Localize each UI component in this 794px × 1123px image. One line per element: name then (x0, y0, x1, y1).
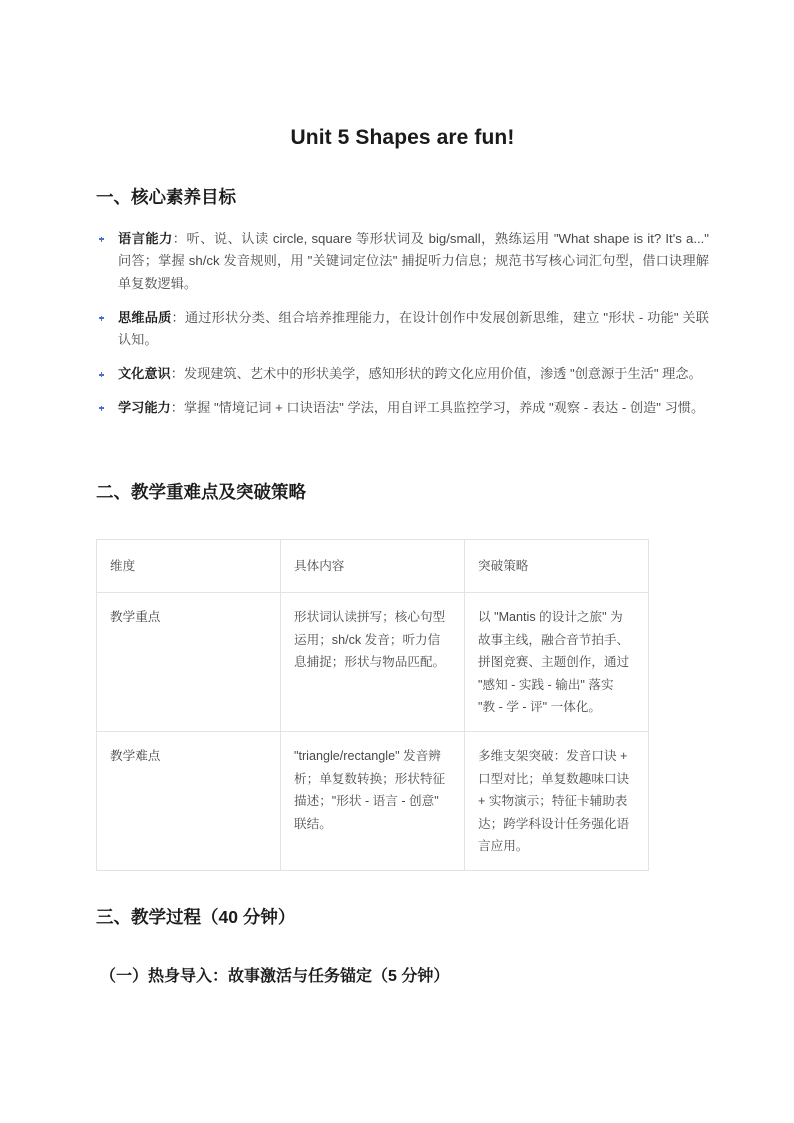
table-row (97, 732, 649, 871)
table-header-dimension: 维度 (97, 539, 281, 592)
page-title: Unit 5 Shapes are fun! (290, 126, 515, 149)
table-header-content: 具体内容 (281, 539, 465, 592)
list-item-label: 学习能力 (118, 399, 171, 415)
bullet-marker-icon (99, 237, 104, 242)
cell-strategy: 多维支架突破：发音口诀 + 口型对比；单复数趣味口诀 + 实物演示；特征卡辅助表达；跨学科设计任务强化语言应用。 (465, 732, 649, 871)
list-item (96, 228, 709, 296)
cell-dimension: 教学难点 (97, 732, 281, 871)
bullet-marker-icon (99, 372, 104, 377)
key-difficulties-table (96, 539, 649, 871)
list-item (96, 307, 709, 352)
list-item (96, 363, 709, 386)
cell-content: 形状词认读拼写；核心句型运用；sh/ck 发音；听力信息捕捉；形状与物品匹配。 (281, 593, 465, 732)
list-item (96, 397, 709, 420)
list-item-text: ：掌握 "情境记词 + 口诀语法" 学法，用自评工具监控学习，养成 "观察 - 表达 - 创造" 习惯。 (170, 399, 705, 415)
bullet-marker-icon (99, 316, 104, 321)
list-item-label: 语言能力 (118, 230, 173, 246)
section-heading-teaching-process: 三、教学过程（40 分钟） (96, 907, 296, 928)
bullet-marker-icon (99, 406, 104, 411)
subsection-heading-warmup: （一）热身导入：故事激活与任务锚定（5 分钟） (100, 967, 450, 985)
cell-dimension: 教学重点 (97, 593, 281, 732)
list-item-text: ：通过形状分类、组合培养推理能力，在设计创作中发展创新思维，建立 "形状 - 功能" 关联认知。 (118, 309, 709, 348)
section-heading-core-literacy: 一、核心素养目标 (96, 187, 236, 208)
core-literacy-list (96, 228, 709, 420)
cell-content: "triangle/rectangle" 发音辨析；单复数转换；形状特征描述；"形状 - 语言 - 创意" 联结。 (281, 732, 465, 871)
list-item-text: ：发现建筑、艺术中的形状美学，感知形状的跨文化应用价值，渗透 "创意源于生活" 理念。 (170, 366, 702, 382)
table-header-strategy: 突破策略 (465, 539, 649, 592)
list-item-text: ：听、说、认读 circle, square 等形状词及 big/small，熟练运用 "What shape is it? It's a..." 问答；掌握 sh/ck 发音规则，用 "关键词定位法" 捕捉听力信息；规范书写核心词汇句型，借口诀理解单复数逻辑。 (118, 230, 709, 292)
table-header-row (97, 539, 649, 592)
list-item-label: 思维品质 (118, 309, 172, 325)
section-heading-key-difficulties: 二、教学重难点及突破策略 (96, 481, 306, 502)
cell-strategy: 以 "Mantis 的设计之旅" 为故事主线，融合音节拍手、拼图竞赛、主题创作，通过 "感知 - 实践 - 输出" 落实 "教 - 学 - 评" 一体化。 (465, 593, 649, 732)
list-item-label: 文化意识 (118, 366, 171, 382)
table-row (97, 593, 649, 732)
